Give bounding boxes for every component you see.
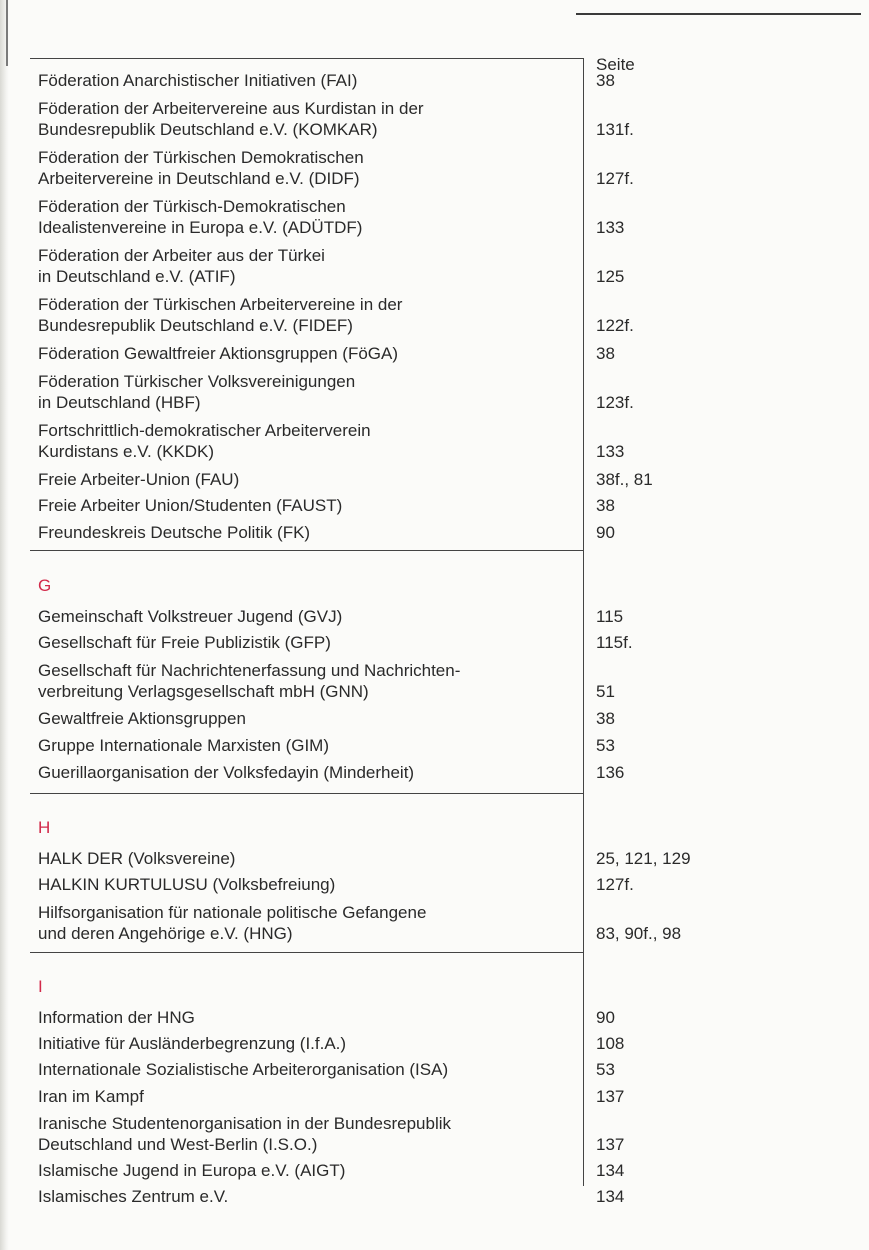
column-rule-h xyxy=(583,793,584,953)
index-entry-title xyxy=(38,709,246,730)
entry-line: Kurdistans e.V. (KKDK) xyxy=(38,441,215,461)
entry-line: Freundeskreis Deutsche Politik (FK) xyxy=(38,523,311,542)
header-rule xyxy=(576,13,861,15)
entry-line: Internationale Sozialistische Arbeiterorganisation (ISA) xyxy=(38,1060,449,1079)
gutter-mark xyxy=(6,0,8,66)
entry-line: Iranische Studentenorganisation in der Bundesrepublik xyxy=(38,1114,451,1133)
entry-line: Gewaltfreie Aktionsgruppen xyxy=(38,709,246,728)
page-gutter-shadow xyxy=(0,0,9,1250)
index-entry-title xyxy=(38,246,325,287)
index-entry-title xyxy=(38,148,364,189)
page-reference: 108 xyxy=(596,1034,625,1053)
index-entry-title xyxy=(38,1087,144,1108)
section-rule-top xyxy=(30,58,583,59)
page-reference: 127f. xyxy=(596,875,634,894)
page-reference: 115f. xyxy=(596,633,633,652)
index-entry-title xyxy=(38,1114,451,1155)
entry-line: Föderation Türkischer Volksvereinigungen xyxy=(38,372,356,391)
index-entry-title xyxy=(38,661,460,702)
entry-line: Fortschrittlich-demokratischer Arbeiterverein xyxy=(38,421,371,440)
page-reference: 25, 121, 129 xyxy=(596,849,691,868)
page-reference: 133 xyxy=(596,442,625,461)
index-entry-title xyxy=(38,470,239,491)
entry-line: Freie Arbeiter-Union (FAU) xyxy=(38,470,240,489)
page-reference: 83, 90f., 98 xyxy=(596,924,682,943)
entry-line: in Deutschland (HBF) xyxy=(38,392,201,412)
entry-line: Gesellschaft für Nachrichtenerfassung und Nachrichten- xyxy=(38,661,461,680)
page-reference: 137 xyxy=(596,1087,625,1106)
index-entry-title xyxy=(38,1187,228,1208)
entry-line: Initiative für Ausländerbegrenzung (I.f.A.) xyxy=(38,1034,347,1053)
entry-line: und deren Angehörige e.V. (HNG) xyxy=(38,923,293,943)
section-rule-h xyxy=(30,793,583,794)
page-reference: 90 xyxy=(596,523,615,542)
entry-line: Arbeitervereine in Deutschland e.V. (DIDF) xyxy=(38,168,360,188)
page-reference: 134 xyxy=(596,1161,625,1180)
page-reference: 38 xyxy=(596,709,615,728)
index-entry-title xyxy=(38,736,329,757)
entry-line: Gemeinschaft Volkstreuer Jugend (GVJ) xyxy=(38,607,343,626)
index-entry-title xyxy=(38,99,424,140)
entry-line: Islamische Jugend in Europa e.V. (AIGT) xyxy=(38,1161,346,1180)
page-reference: 123f. xyxy=(596,393,634,412)
page-reference: 127f. xyxy=(596,169,634,188)
page-reference: 90 xyxy=(596,1008,615,1027)
page-reference: 133 xyxy=(596,218,625,237)
entry-line: Information der HNG xyxy=(38,1008,195,1027)
entry-line: Guerillaorganisation der Volksfedayin (Minderheit) xyxy=(38,763,415,782)
entry-line: Gesellschaft für Freie Publizistik (GFP) xyxy=(38,633,331,652)
entry-line: Hilfsorganisation für nationale politische Gefangene xyxy=(38,903,427,922)
index-entry-title xyxy=(38,763,414,784)
entry-line: Idealistenvereine in Europa e.V. (ADÜTDF) xyxy=(38,217,363,237)
entry-line: Föderation der Arbeiter aus der Türkei xyxy=(38,246,325,265)
page-reference: 134 xyxy=(596,1187,625,1206)
entry-line: Föderation Anarchistischer Initiativen (FAI) xyxy=(38,71,358,90)
index-entry-title xyxy=(38,71,357,92)
column-rule-i xyxy=(583,952,584,1186)
entry-line: Föderation der Türkischen Demokratischen xyxy=(38,148,364,167)
entry-line: Islamisches Zentrum e.V. xyxy=(38,1187,229,1206)
page-reference: 136 xyxy=(596,763,625,782)
page-reference: 38 xyxy=(596,344,615,363)
index-entry-title xyxy=(38,523,310,544)
index-entry-title xyxy=(38,496,342,517)
page-reference: 131f. xyxy=(596,120,634,139)
page-reference: 125 xyxy=(596,267,625,286)
column-rule-f xyxy=(583,58,584,551)
index-entry-title xyxy=(38,1161,345,1182)
section-rule-g xyxy=(30,550,583,551)
seite-column-label: Seite xyxy=(596,55,635,74)
page-reference: 51 xyxy=(596,682,615,701)
entry-line: in Deutschland e.V. (ATIF) xyxy=(38,266,236,286)
index-entry-title xyxy=(38,633,331,654)
entry-line: Deutschland und West-Berlin (I.S.O.) xyxy=(38,1134,318,1154)
entry-line: Freie Arbeiter Union/Studenten (FAUST) xyxy=(38,496,343,515)
column-rule-g xyxy=(583,550,584,794)
entry-line: Iran im Kampf xyxy=(38,1087,144,1106)
section-letter-i: I xyxy=(38,977,43,996)
entry-line: Föderation Gewaltfreier Aktionsgruppen (FöGA) xyxy=(38,344,399,363)
index-entry-title xyxy=(38,849,235,870)
entry-line: Föderation der Arbeitervereine aus Kurdistan in der xyxy=(38,99,424,118)
index-entry-title xyxy=(38,372,355,413)
index-entry-title xyxy=(38,1008,195,1029)
page-reference: 53 xyxy=(596,1060,615,1079)
page-reference: 38 xyxy=(596,71,615,90)
index-entry-title xyxy=(38,607,342,628)
page-reference: 53 xyxy=(596,736,615,755)
index-entry-title xyxy=(38,903,426,944)
page-reference: 38f., 81 xyxy=(596,470,653,489)
index-entry-title xyxy=(38,197,362,238)
index-entry-title xyxy=(38,295,402,336)
section-rule-i xyxy=(30,952,583,953)
entry-line: Föderation der Türkisch-Demokratischen xyxy=(38,197,346,216)
entry-line: Bundesrepublik Deutschland e.V. (KOMKAR) xyxy=(38,119,378,139)
page-reference: 137 xyxy=(596,1135,625,1154)
entry-line: verbreitung Verlagsgesellschaft mbH (GNN) xyxy=(38,681,369,701)
entry-line: Gruppe Internationale Marxisten (GIM) xyxy=(38,736,330,755)
index-entry-title xyxy=(38,1060,448,1081)
page-reference: 115 xyxy=(596,607,624,626)
entry-line: HALK DER (Volksvereine) xyxy=(38,849,236,868)
index-entry-title xyxy=(38,344,398,365)
index-entry-title xyxy=(38,875,335,896)
page-reference: 122f. xyxy=(596,316,634,335)
entry-line: Bundesrepublik Deutschland e.V. (FIDEF) xyxy=(38,315,353,335)
page-reference: 38 xyxy=(596,496,615,515)
entry-line: HALKIN KURTULUSU (Volksbefreiung) xyxy=(38,875,336,894)
section-letter-h: H xyxy=(38,818,51,837)
entry-line: Föderation der Türkischen Arbeitervereine in der xyxy=(38,295,403,314)
section-letter-g: G xyxy=(38,576,52,595)
index-entry-title xyxy=(38,421,371,462)
index-entry-title xyxy=(38,1034,346,1055)
